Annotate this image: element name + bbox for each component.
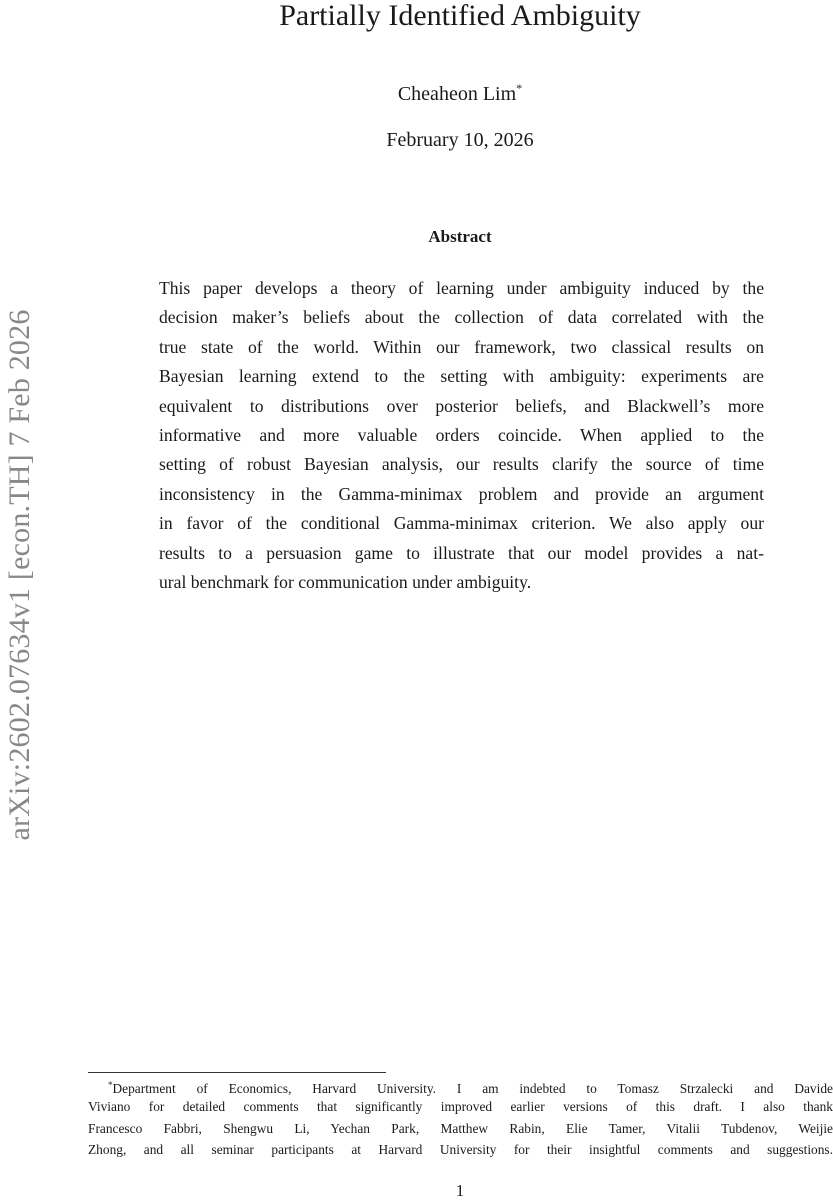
abstract-body	[159, 274, 764, 597]
abstract-heading: Abstract	[0, 225, 833, 249]
footnote	[88, 1075, 833, 1160]
footnote-text: Department of Economics, Harvard University. I am indebted to Tomasz Strzalecki and Davide	[113, 1081, 833, 1096]
author-name: Cheaheon Lim	[398, 83, 516, 105]
footnote-line: Zhong, and all seminar participants at Harvard University for their insightful comments and suggestions.	[88, 1139, 833, 1160]
paper-date: February 10, 2026	[0, 126, 833, 154]
abstract-line: in favor of the conditional Gamma-minimax criterion. We also apply our	[159, 509, 764, 538]
arxiv-identifier-stamp: arXiv:2602.07634v1 [econ.TH] 7 Feb 2026	[3, 309, 37, 840]
author-line	[0, 74, 833, 108]
abstract-line: informative and more valuable orders coincide. When applied to the	[159, 421, 764, 450]
abstract-line: Bayesian learning extend to the setting with ambiguity: experiments are	[159, 362, 764, 391]
abstract-line: setting of robust Bayesian analysis, our results clarify the source of time	[159, 450, 764, 479]
footnote-mark: *	[108, 1080, 113, 1090]
paper-title: Partially Identified Ambiguity	[0, 0, 833, 36]
abstract-line: inconsistency in the Gamma-minimax problem and provide an argument	[159, 480, 764, 509]
abstract-line: This paper develops a theory of learning under ambiguity induced by the	[159, 274, 764, 303]
abstract-line: true state of the world. Within our framework, two classical results on	[159, 333, 764, 362]
abstract-line: ural benchmark for communication under ambiguity.	[159, 568, 764, 597]
footnote-line	[88, 1075, 833, 1096]
page-number: 1	[0, 1181, 833, 1201]
author-footnote-mark[interactable]: *	[516, 81, 522, 95]
footnote-line: Viviano for detailed comments that significantly improved earlier versions of this draft. I also thank	[88, 1096, 833, 1117]
footnote-line: Francesco Fabbri, Shengwu Li, Yechan Park, Matthew Rabin, Elie Tamer, Vitalii Tubdenov, Weijie	[88, 1118, 833, 1139]
footnote-divider	[88, 1072, 386, 1073]
abstract-line: results to a persuasion game to illustrate that our model provides a nat-	[159, 539, 764, 568]
abstract-line: equivalent to distributions over posterior beliefs, and Blackwell’s more	[159, 392, 764, 421]
abstract-line: decision maker’s beliefs about the collection of data correlated with the	[159, 303, 764, 332]
